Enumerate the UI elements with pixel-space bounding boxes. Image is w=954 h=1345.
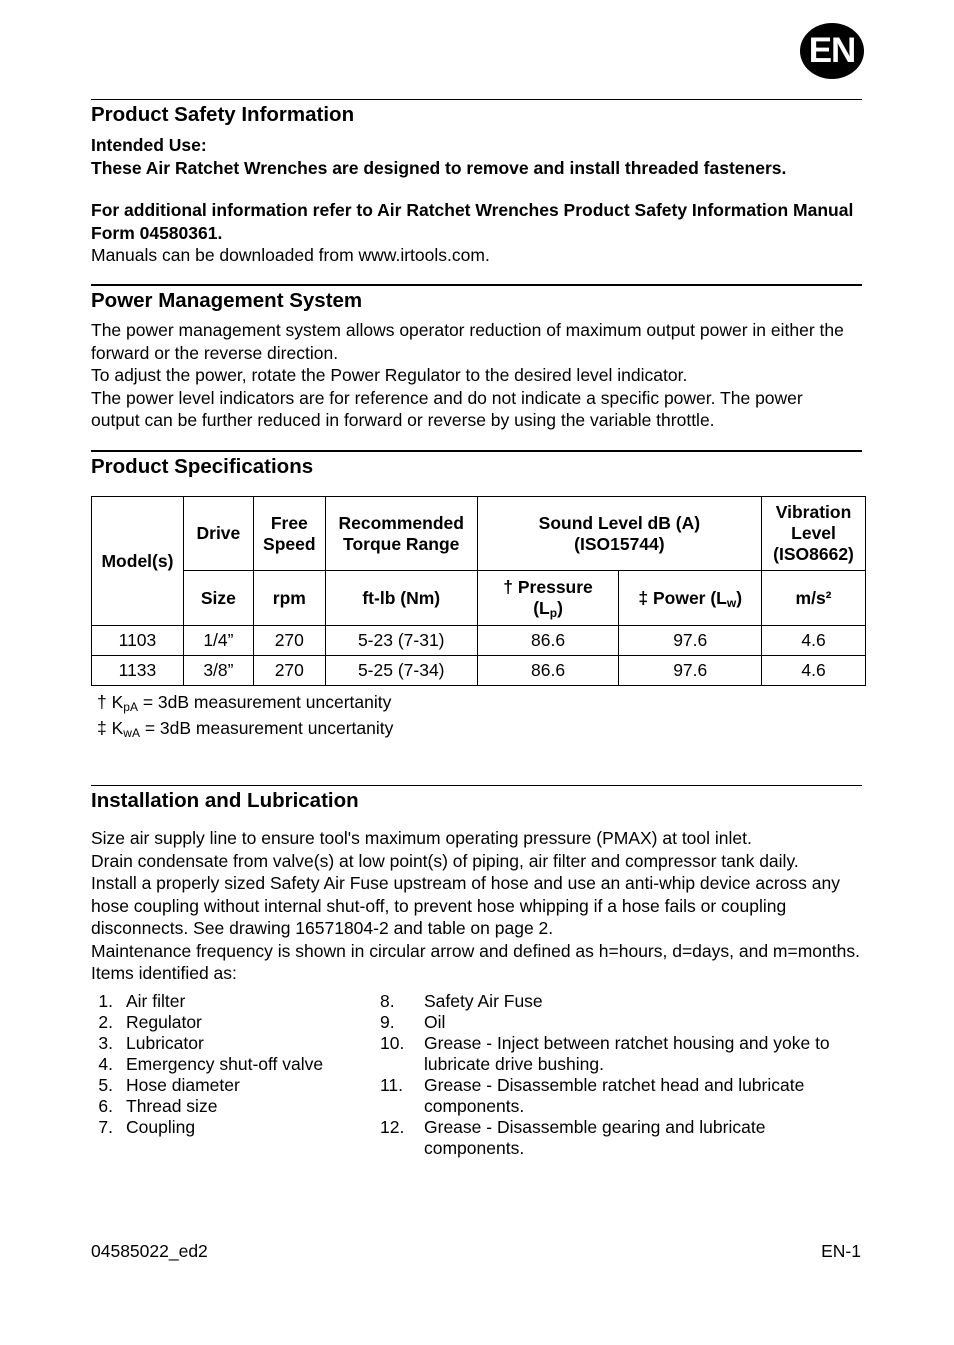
- specs-heading: Product Specifications: [91, 455, 314, 478]
- header-vibration: Vibration Level (ISO8662): [762, 497, 866, 571]
- header-drive: Drive: [183, 497, 253, 571]
- specifications-table: [91, 496, 866, 686]
- table-row: [92, 626, 866, 656]
- cell-size: 1/4”: [183, 626, 253, 656]
- header-pressure: † Pressure $(L_p)$: [477, 571, 619, 626]
- cell-model: 1133: [92, 656, 184, 686]
- list-item: 10. Grease - Inject between ratchet housing and yoke to lubricate drive bushing.: [380, 1033, 830, 1074]
- page-number: EN-1: [821, 1241, 861, 1261]
- header-size: Size: [183, 571, 253, 626]
- header-sound-level: Sound Level dB (A) (ISO15744): [477, 497, 761, 571]
- table-note-pressure: † $K_{pA} = 3dB$ measurement uncertanity: [97, 692, 392, 714]
- table-row: [92, 656, 866, 686]
- install-paragraph-1: Size air supply line to ensure tool's maximum operating pressure (PMAX) at tool inlet.: [91, 828, 752, 848]
- download-note: Manuals can be downloaded from www.irtools.com.: [91, 245, 490, 265]
- power-paragraph-2: To adjust the power, rotate the Power Regulator to the desired level indicator.: [91, 365, 688, 385]
- header-power: ‡ Power $(L_w)$: [619, 571, 762, 626]
- cell-rpm: 270: [253, 656, 325, 686]
- header-ftlb: ft-lb (Nm): [325, 571, 477, 626]
- additional-info: For additional information refer to Air Ratchet Wrenches Product Safety Information Manual Form 04580361.: [91, 200, 854, 243]
- cell-model: 1103: [92, 626, 184, 656]
- doc-number: 04585022_ed2: [91, 1241, 208, 1261]
- section-divider: [91, 450, 862, 452]
- language-badge: EN: [800, 23, 864, 79]
- list-item: 11. Grease - Disassemble ratchet head and lubricate components.: [380, 1075, 805, 1116]
- intended-use-label: Intended Use:: [91, 135, 207, 155]
- install-heading: Installation and Lubrication: [91, 789, 359, 812]
- power-paragraph-1: The power management system allows operator reduction of maximum output power in either the forward or the reverse direction.: [91, 320, 844, 363]
- items-list-right: [380, 991, 854, 1159]
- list-item: 8. Safety Air Fuse: [380, 991, 543, 1011]
- cell-vibration: 4.6: [762, 656, 866, 686]
- install-paragraph-3: Install a properly sized Safety Air Fuse upstream of hose and use an anti-whip device across any hose coupling without internal shut-off, to prevent hose whipping if a hose fails or coupling disconnects. See drawing 16571804-2 and table on page 2.: [91, 873, 841, 938]
- list-item: 3. Lubricator: [98, 1033, 204, 1053]
- cell-power: 97.6: [619, 656, 762, 686]
- cell-rpm: 270: [253, 626, 325, 656]
- power-heading: Power Management System: [91, 289, 363, 312]
- cell-size: 3/8”: [183, 656, 253, 686]
- safety-section: [91, 134, 871, 267]
- header-rpm: rpm: [253, 571, 325, 626]
- header-model: Model(s): [92, 497, 184, 626]
- cell-torque: 5-25 (7-34): [325, 656, 477, 686]
- section-divider: [91, 284, 862, 286]
- list-item: 9. Oil: [380, 1012, 446, 1032]
- header-torque: Recommended Torque Range: [325, 497, 477, 571]
- install-paragraph-2: Drain condensate from valve(s) at low point(s) of piping, air filter and compressor tank daily.: [91, 850, 799, 871]
- intended-use-text: These Air Ratchet Wrenches are designed to remove and install threaded fasteners.: [91, 157, 787, 178]
- power-section: [91, 319, 851, 432]
- table-note-power: ‡ $K_{wA} = 3dB$ measurement uncertanity: [97, 718, 394, 740]
- list-item: 7. Coupling: [98, 1117, 196, 1137]
- list-item: 5. Hose diameter: [98, 1075, 240, 1095]
- cell-pressure: 86.6: [477, 626, 619, 656]
- cell-power: 97.6: [619, 626, 762, 656]
- list-item: 1. Air filter: [98, 991, 186, 1011]
- cell-torque: 5-23 (7-31): [325, 626, 477, 656]
- list-item: 4. Emergency shut-off valve: [98, 1054, 324, 1074]
- list-item: 2. Regulator: [98, 1012, 202, 1032]
- list-item: 6. Thread size: [98, 1096, 218, 1116]
- install-section: [91, 827, 866, 985]
- cell-pressure: 86.6: [477, 656, 619, 686]
- safety-heading: Product Safety Information: [91, 103, 355, 126]
- section-divider: [91, 99, 862, 100]
- header-free-speed: Free Speed: [253, 497, 325, 571]
- power-paragraph-3: The power level indicators are for reference and do not indicate a specific power. The power output can be further reduced in forward or reverse by using the variable throttle.: [91, 387, 803, 430]
- header-ms2: m/s²: [762, 571, 866, 626]
- items-list-left: [91, 991, 323, 1138]
- list-item: 12. Grease - Disassemble gearing and lubricate components.: [380, 1117, 766, 1158]
- install-paragraph-4: Maintenance frequency is shown in circular arrow and defined as h=hours, d=days, and m=months. Items identified as:: [91, 940, 860, 983]
- cell-vibration: 4.6: [762, 626, 866, 656]
- section-divider: [91, 785, 862, 786]
